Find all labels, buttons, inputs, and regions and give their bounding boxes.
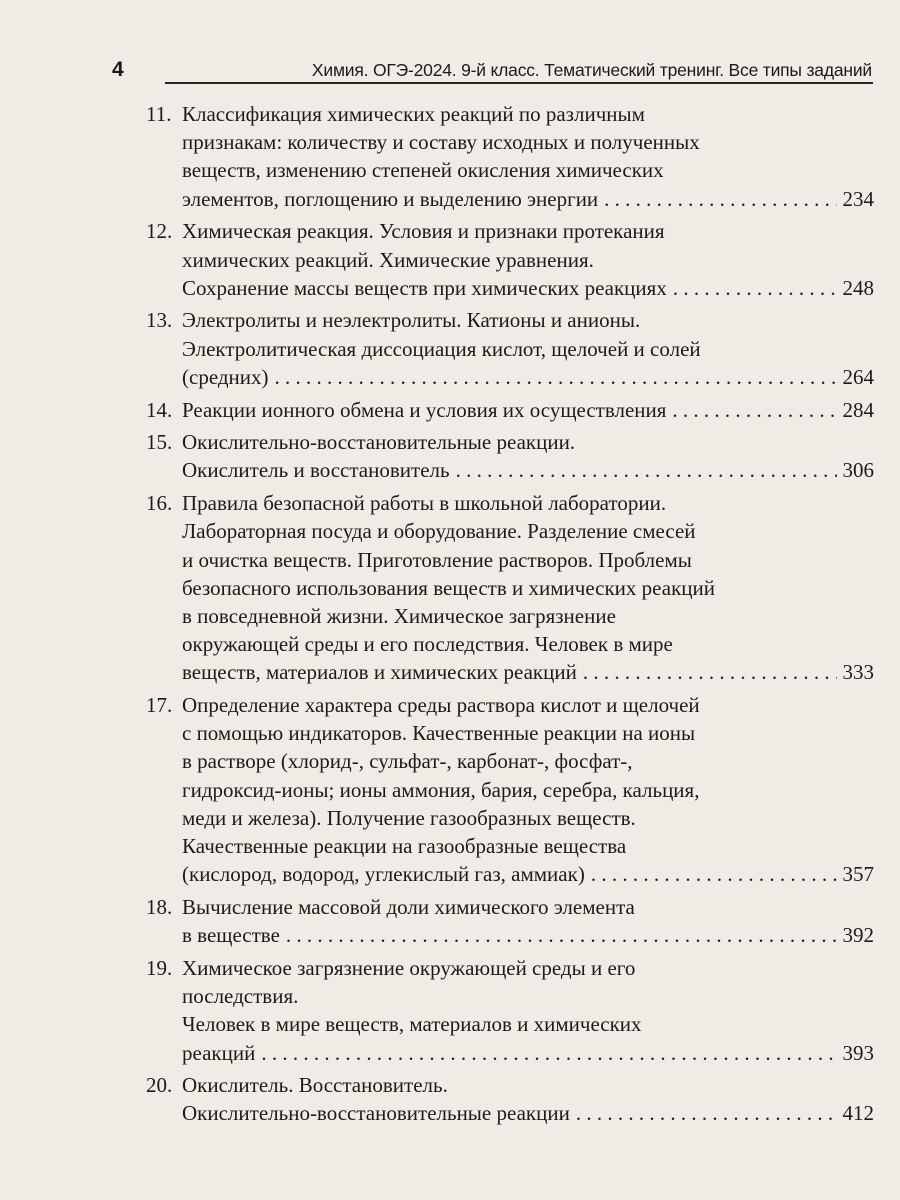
entry-line [182,1010,874,1038]
toc-entry [146,100,874,213]
entry-page-number: 306 [842,458,874,483]
entry-line [182,804,874,832]
entry-text: реакций [182,1040,256,1065]
entry-line [182,428,874,456]
entry-number: 17. [146,693,173,718]
entry-page-number: 357 [842,862,874,887]
entry-text: Химическая реакция. Условия и признаки протекания [182,219,665,244]
entry-line [182,921,874,949]
entry-text: Окислительно-восстановительные реакции. [182,430,576,455]
table-of-contents [146,100,874,1132]
entry-text: гидроксид-ионы; ионы аммония, бария, серебра, кальция, [182,777,700,802]
entry-text: веществ, изменению степеней окисления химических [182,158,664,183]
entry-line [182,156,874,184]
toc-entry [146,691,874,888]
toc-entry [146,1071,874,1127]
entry-line [182,1071,874,1099]
entry-number: 18. [146,894,173,919]
entry-text: Вычисление массовой доли химического элемента [182,894,635,919]
entry-number: 19. [146,955,173,980]
entry-line [182,517,874,545]
entry-line [182,691,874,719]
dot-leader [570,1099,837,1127]
header-rule [165,82,873,84]
entry-line [182,776,874,804]
entry-text: и очистка веществ. Приготовление растворов. Проблемы [182,547,692,572]
entry-line [182,456,874,484]
entry-line [182,954,874,982]
entry-page-number: 234 [842,186,874,211]
entry-line [182,1099,874,1127]
entry-number: 15. [146,430,173,455]
entry-text: Химическое загрязнение окружающей среды и его [182,955,636,980]
entry-line [182,489,874,517]
entry-number: 12. [146,219,173,244]
entry-line [182,396,874,424]
book-title: Химия. ОГЭ-2024. 9-й класс. Тематический тренинг. Все типы заданий [311,60,872,80]
entry-line [182,546,874,574]
entry-text: Окислительно-восстановительные реакции [182,1101,570,1126]
dot-leader [577,658,837,686]
entry-text: Определение характера среды раствора кислот и щелочей [182,693,700,718]
toc-entry [146,428,874,484]
entry-line [182,982,874,1010]
entry-line [182,185,874,213]
dot-leader [255,1039,836,1067]
entry-line [182,832,874,860]
entry-line [182,335,874,363]
dot-leader [280,921,837,949]
entry-line [182,860,874,888]
entry-line [182,128,874,156]
entry-page-number: 412 [842,1101,874,1126]
entry-line [182,893,874,921]
entry-text: безопасного использования веществ и химических реакций [182,575,715,600]
entry-text: последствия. [182,984,299,1009]
toc-entry [146,306,874,391]
entry-text: в растворе (хлорид-, сульфат-, карбонат-, фосфат-, [182,749,633,774]
entry-text: Окислитель. Восстановитель. [182,1073,448,1098]
entry-page-number: 264 [842,364,874,389]
entry-text: с помощью индикаторов. Качественные реакции на ионы [182,721,696,746]
dot-leader [598,185,836,213]
entry-text: Лабораторная посуда и оборудование. Разделение смесей [182,519,696,544]
entry-line [182,363,874,391]
dot-leader [450,456,837,484]
entry-text: Электролиты и неэлектролиты. Катионы и анионы. [182,308,641,333]
entry-text: Человек в мире веществ, материалов и химических [182,1012,642,1037]
entry-number: 16. [146,491,173,516]
dot-leader [666,396,836,424]
toc-entry [146,217,874,302]
dot-leader [667,274,837,302]
entry-line [182,246,874,274]
entry-text: Окислитель и восстановитель [182,458,450,483]
entry-text: (средних) [182,364,269,389]
entry-number: 14. [146,397,173,422]
entry-text: элементов, поглощению и выделению энергии [182,186,599,211]
entry-text: (кислород, водород, углекислый газ, аммиак) [182,862,585,887]
entry-line [182,217,874,245]
entry-text: Реакции ионного обмена и условия их осуществления [182,397,667,422]
entry-text: признакам: количеству и составу исходных и полученных [182,130,700,155]
toc-entry [146,396,874,424]
entry-line [182,658,874,686]
entry-line [182,630,874,658]
entry-page-number: 333 [842,660,874,685]
entry-number: 20. [146,1073,173,1098]
toc-entry [146,893,874,949]
entry-text: окружающей среды и его последствия. Человек в мире [182,632,673,657]
entry-text: в повседневной жизни. Химическое загрязнение [182,603,616,628]
entry-text: Электролитическая диссоциация кислот, щелочей и солей [182,336,701,361]
entry-line [182,1039,874,1067]
entry-text: Правила безопасной работы в школьной лаборатории. [182,491,667,516]
entry-line [182,747,874,775]
dot-leader [585,860,837,888]
page-number: 4 [112,58,124,81]
entry-text: Качественные реакции на газообразные вещества [182,834,627,859]
entry-line [182,306,874,334]
toc-entry [146,954,874,1067]
entry-text: в веществе [182,923,280,948]
entry-number: 13. [146,308,173,333]
entry-text: Сохранение массы веществ при химических реакциях [182,275,667,300]
toc-entry [146,489,874,686]
entry-page-number: 393 [842,1040,874,1065]
entry-line [182,100,874,128]
entry-text: Классификация химических реакций по различным [182,102,645,126]
entry-text: веществ, материалов и химических реакций [182,660,577,685]
entry-page-number: 392 [842,923,874,948]
entry-text: меди и железа). Получение газообразных веществ. [182,805,636,830]
dot-leader [269,363,837,391]
entry-number: 11. [146,102,172,126]
entry-page-number: 284 [842,397,874,422]
entry-line [182,719,874,747]
entry-line [182,274,874,302]
entry-line [182,602,874,630]
entry-line [182,574,874,602]
entry-page-number: 248 [842,275,874,300]
entry-text: химических реакций. Химические уравнения. [182,247,594,272]
